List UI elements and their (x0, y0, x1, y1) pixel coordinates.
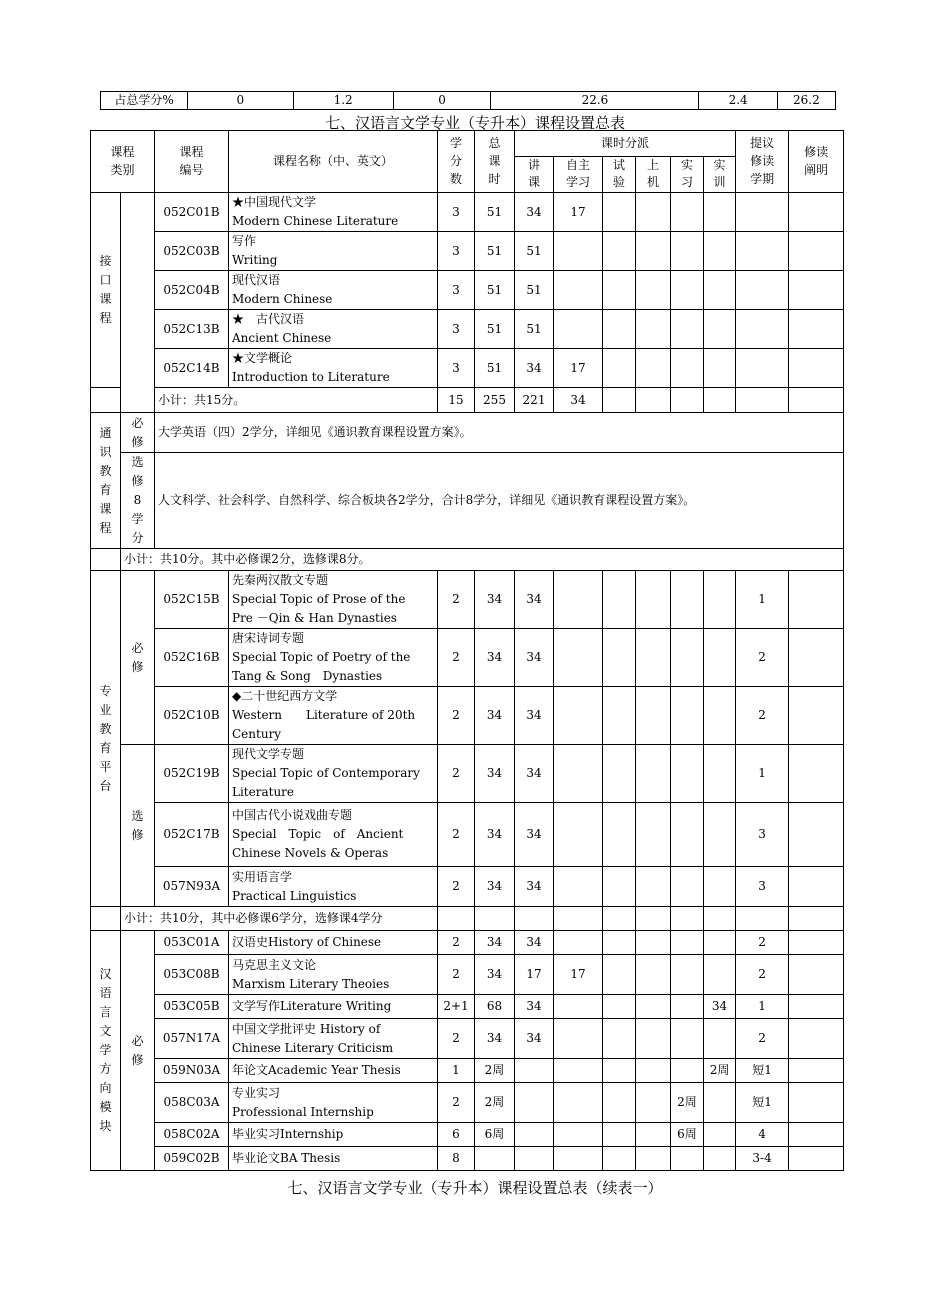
table-row (91, 955, 844, 995)
course-code: 052C15B (155, 571, 229, 629)
lecture-cell: 34 (515, 1019, 554, 1059)
credits-cell: 2 (438, 955, 475, 995)
semester-cell: 短1 (736, 1083, 789, 1123)
table-row (91, 687, 844, 745)
practice-cell (671, 955, 704, 995)
training-cell: 2周 (704, 1059, 736, 1083)
table-row (91, 232, 844, 271)
lecture-cell (515, 1147, 554, 1171)
hours-cell: 51 (475, 310, 515, 349)
training-cell (704, 955, 736, 995)
header-lecture: 讲课 (515, 157, 554, 193)
hours-cell: 51 (475, 271, 515, 310)
self-cell (554, 1059, 603, 1083)
subtotal-row (91, 388, 844, 413)
table-row (91, 1147, 844, 1171)
lecture-cell: 51 (515, 310, 554, 349)
table-row (91, 745, 844, 803)
self-cell (554, 232, 603, 271)
hours-cell: 34 (475, 931, 515, 955)
credits-cell: 3 (438, 193, 475, 232)
semester-cell: 2 (736, 931, 789, 955)
course-name: 写作 Writing (229, 232, 438, 271)
table-row (91, 413, 844, 453)
credits-cell: 2 (438, 1019, 475, 1059)
course-code: 059N03A (155, 1059, 229, 1083)
header-practice: 实习 (671, 157, 704, 193)
self-cell (554, 1123, 603, 1147)
credits-cell: 2 (438, 931, 475, 955)
hours-cell: 2周 (475, 1059, 515, 1083)
elective-text: 人文科学、社会科学、自然科学、综合板块各2学分，合计8学分，详细见《通识教育课程设置方案》。 (155, 453, 844, 549)
lecture-cell: 34 (515, 687, 554, 745)
course-name: 先秦两汉散文专题 Special Topic of Prose of the Pre －Qin & Han Dynasties (229, 571, 438, 629)
subtotal-row (91, 907, 844, 931)
practice-cell (671, 1019, 704, 1059)
semester-cell: 1 (736, 571, 789, 629)
course-code: 052C16B (155, 629, 229, 687)
self-cell: 34 (554, 388, 603, 413)
header-semester: 提议修读学期 (736, 131, 789, 193)
table-row (91, 995, 844, 1019)
credits-cell: 3 (438, 349, 475, 388)
table-row (91, 1019, 844, 1059)
lecture-cell (515, 1123, 554, 1147)
lecture-cell: 34 (515, 571, 554, 629)
course-name: 马克思主义文论 Marxism Literary Theoies (229, 955, 438, 995)
credits-cell: 2 (438, 687, 475, 745)
practice-cell: 2周 (671, 1083, 704, 1123)
course-name: 毕业论文BA Thesis (229, 1147, 438, 1171)
summary-value: 2.4 (699, 92, 777, 110)
required-label: 必修 (121, 413, 155, 453)
practice-cell (671, 931, 704, 955)
credits-cell: 1 (438, 1059, 475, 1083)
table-row (91, 571, 844, 629)
hours-cell (475, 1147, 515, 1171)
training-cell (704, 1083, 736, 1123)
lecture-cell: 34 (515, 995, 554, 1019)
lecture-cell: 34 (515, 867, 554, 907)
lecture-cell: 51 (515, 232, 554, 271)
self-cell (554, 1147, 603, 1171)
hours-cell: 68 (475, 995, 515, 1019)
page-title: 七、汉语言文学专业（专升本）课程设置总表 (324, 114, 625, 132)
course-name: 现代文学专题 Special Topic of Contemporary Literature (229, 745, 438, 803)
header-self-study: 自主学习 (554, 157, 603, 193)
required-label: 必修 (121, 931, 155, 1171)
course-name: ★ 古代汉语 Ancient Chinese (229, 310, 438, 349)
semester-cell: 2 (736, 629, 789, 687)
lecture-cell: 34 (515, 931, 554, 955)
header-name: 课程名称（中、英文） (229, 131, 438, 193)
lecture-cell: 51 (515, 271, 554, 310)
hours-cell: 255 (475, 388, 515, 413)
course-code: 053C08B (155, 955, 229, 995)
subcategory-cell (121, 193, 155, 413)
semester-cell: 短1 (736, 1059, 789, 1083)
table-row (91, 1059, 844, 1083)
course-name: ★中国现代文学 Modern Chinese Literature (229, 193, 438, 232)
summary-value: 1.2 (293, 92, 393, 110)
table-row (91, 271, 844, 310)
semester-cell: 2 (736, 955, 789, 995)
self-cell (554, 1083, 603, 1123)
self-cell (554, 310, 603, 349)
table-row (91, 193, 844, 232)
header-training: 实训 (704, 157, 736, 193)
hours-cell: 34 (475, 687, 515, 745)
table-row (91, 867, 844, 907)
training-cell: 34 (704, 995, 736, 1019)
table-row (91, 349, 844, 388)
course-code: 052C03B (155, 232, 229, 271)
header-distribution: 课时分派 (515, 131, 736, 157)
section-label: 专业教育平台 (91, 571, 121, 907)
hours-cell: 2周 (475, 1083, 515, 1123)
course-name: 唐宋诗词专题 Special Topic of Poetry of the Tang & Song Dynasties (229, 629, 438, 687)
header-credits: 学分数 (438, 131, 475, 193)
course-name: ◆二十世纪西方文学 Western Literature of 20th Century (229, 687, 438, 745)
course-name: 文学写作Literature Writing (229, 995, 438, 1019)
elective-label: 选修8学分 (121, 453, 155, 549)
semester-cell: 4 (736, 1123, 789, 1147)
credits-cell: 2 (438, 803, 475, 867)
table-row (91, 629, 844, 687)
table-row (91, 453, 844, 549)
summary-label: 占总学分% (101, 92, 188, 110)
course-name: ★文学概论 Introduction to Literature (229, 349, 438, 388)
lecture-cell: 34 (515, 629, 554, 687)
section-label: 接口课程 (91, 193, 121, 388)
lecture-cell: 34 (515, 745, 554, 803)
credits-cell: 8 (438, 1147, 475, 1171)
lecture-cell (515, 1083, 554, 1123)
self-cell: 17 (554, 193, 603, 232)
credits-cell: 3 (438, 271, 475, 310)
hours-cell: 51 (475, 193, 515, 232)
header-lab: 试验 (603, 157, 636, 193)
header-notes: 修读阐明 (789, 131, 844, 193)
course-name: 专业实习 Professional Internship (229, 1083, 438, 1123)
hours-cell: 34 (475, 867, 515, 907)
semester-cell: 3 (736, 803, 789, 867)
hours-cell: 34 (475, 955, 515, 995)
lecture-cell: 17 (515, 955, 554, 995)
training-cell (704, 931, 736, 955)
course-code: 053C01A (155, 931, 229, 955)
course-code: 052C19B (155, 745, 229, 803)
subtotal-label: 小计：共10分，其中必修课6学分，选修课4学分 (121, 907, 438, 931)
course-code: 057N17A (155, 1019, 229, 1059)
subtotal-row (91, 549, 844, 571)
hours-cell: 51 (475, 349, 515, 388)
course-name: 现代汉语 Modern Chinese (229, 271, 438, 310)
course-name: 中国文学批评史 History of Chinese Literary Criticism (229, 1019, 438, 1059)
credits-cell: 2 (438, 867, 475, 907)
course-code: 058C02A (155, 1123, 229, 1147)
header-hours: 总课时 (475, 131, 515, 193)
course-name: 汉语史History of Chinese (229, 931, 438, 955)
course-code: 053C05B (155, 995, 229, 1019)
hours-cell: 34 (475, 745, 515, 803)
course-name: 年论文Academic Year Thesis (229, 1059, 438, 1083)
lecture-cell: 221 (515, 388, 554, 413)
table-row (91, 310, 844, 349)
header-category: 课程类别 (91, 131, 155, 193)
credits-cell: 6 (438, 1123, 475, 1147)
self-cell: 17 (554, 349, 603, 388)
course-code: 059C02B (155, 1147, 229, 1171)
course-code: 052C17B (155, 803, 229, 867)
practice-cell (671, 995, 704, 1019)
practice-cell (671, 1059, 704, 1083)
summary-table (100, 91, 836, 110)
elective-label: 选修 (121, 745, 155, 907)
credits-cell: 15 (438, 388, 475, 413)
lecture-cell (515, 1059, 554, 1083)
table-row (91, 931, 844, 955)
required-text: 大学英语（四）2学分，详细见《通识教育课程设置方案》。 (155, 413, 844, 453)
semester-cell: 1 (736, 745, 789, 803)
hours-cell: 34 (475, 629, 515, 687)
practice-cell (671, 1147, 704, 1171)
self-cell (554, 931, 603, 955)
self-cell (554, 1019, 603, 1059)
self-cell: 17 (554, 955, 603, 995)
hours-cell: 34 (475, 803, 515, 867)
credits-cell: 2+1 (438, 995, 475, 1019)
header-code: 课程编号 (155, 131, 229, 193)
semester-cell: 2 (736, 1019, 789, 1059)
table-row (91, 803, 844, 867)
curriculum-table (90, 130, 844, 1171)
course-name: 毕业实习Internship (229, 1123, 438, 1147)
section-label: 汉语言文学方向模块 (91, 931, 121, 1171)
course-code: 052C01B (155, 193, 229, 232)
continued-title: 七、汉语言文学专业（专升本）课程设置总表（续表一） (287, 1179, 663, 1197)
semester-cell: 3 (736, 867, 789, 907)
lecture-cell: 34 (515, 803, 554, 867)
table-row (91, 1123, 844, 1147)
course-code: 052C10B (155, 687, 229, 745)
subtotal-label: 小计：共10分。其中必修课2分，选修课8分。 (121, 549, 844, 571)
subtotal-label: 小计：共15分。 (155, 388, 438, 413)
credits-cell: 2 (438, 745, 475, 803)
summary-value: 22.6 (491, 92, 699, 110)
course-name: 实用语言学 Practical Linguistics (229, 867, 438, 907)
self-cell (554, 271, 603, 310)
hours-cell: 51 (475, 232, 515, 271)
hours-cell: 34 (475, 1019, 515, 1059)
practice-cell: 6周 (671, 1123, 704, 1147)
lecture-cell: 34 (515, 193, 554, 232)
table-row (91, 1083, 844, 1123)
credits-cell: 2 (438, 571, 475, 629)
summary-value: 26.2 (777, 92, 835, 110)
course-code: 052C14B (155, 349, 229, 388)
header-computer: 上机 (636, 157, 671, 193)
lecture-cell: 34 (515, 349, 554, 388)
hours-cell: 6周 (475, 1123, 515, 1147)
semester-cell: 3-4 (736, 1147, 789, 1171)
credits-cell: 2 (438, 629, 475, 687)
credits-cell: 3 (438, 310, 475, 349)
section-label: 通识教育课程 (91, 413, 121, 549)
hours-cell: 34 (475, 571, 515, 629)
training-cell (704, 1147, 736, 1171)
training-cell (704, 1123, 736, 1147)
semester-cell: 1 (736, 995, 789, 1019)
course-code: 057N93A (155, 867, 229, 907)
summary-value: 0 (393, 92, 491, 110)
course-code: 052C04B (155, 271, 229, 310)
course-code: 058C03A (155, 1083, 229, 1123)
semester-cell: 2 (736, 687, 789, 745)
self-cell (554, 995, 603, 1019)
course-code: 052C13B (155, 310, 229, 349)
credits-cell: 2 (438, 1083, 475, 1123)
training-cell (704, 1019, 736, 1059)
course-name: 中国古代小说戏曲专题 Special Topic of Ancient Chinese Novels & Operas (229, 803, 438, 867)
required-label: 必修 (121, 571, 155, 745)
credits-cell: 3 (438, 232, 475, 271)
summary-value: 0 (188, 92, 293, 110)
